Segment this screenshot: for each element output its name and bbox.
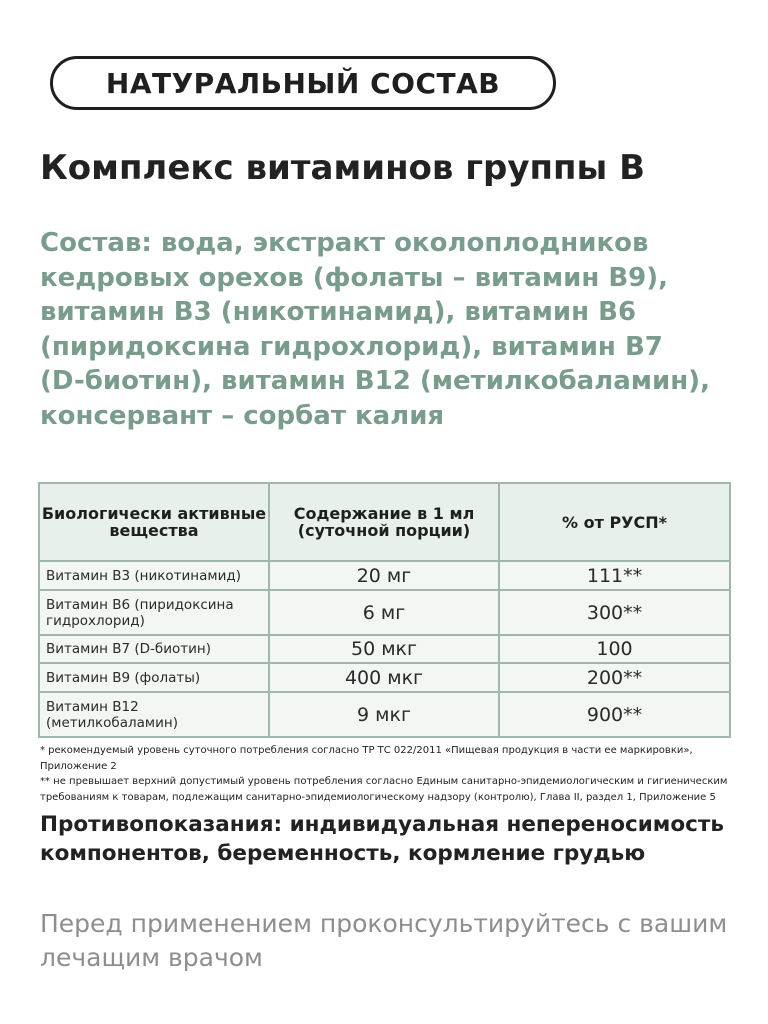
row-amount: 50 мкг <box>269 635 499 663</box>
nutrition-table <box>38 482 731 738</box>
row-name: Витамин В7 (D-биотин) <box>39 635 269 663</box>
composition-line: кедровых орехов (фолаты – витамин В9), <box>40 262 669 293</box>
composition-line: витамин В3 (никотинамид), витамин В6 <box>40 297 637 327</box>
header-amount: Содержание в 1 мл (суточной порции) <box>269 483 499 561</box>
row-percent: 111** <box>499 561 730 590</box>
row-amount: 20 мг <box>269 561 499 590</box>
footnotes <box>40 743 740 805</box>
row-amount: 400 мкг <box>269 663 499 692</box>
table-row <box>39 635 730 663</box>
page-title: Комплекс витаминов группы В <box>40 148 646 188</box>
composition-line: Состав: вода, экстракт околоплодников <box>40 228 649 258</box>
row-name: Витамин В9 (фолаты) <box>39 663 269 692</box>
row-percent: 300** <box>499 590 730 635</box>
footnote-rusp: * рекомендуемый уровень суточного потребления согласно ТР ТС 022/2011 «Пищевая продукция в части ее маркировки», Приложение 2 <box>40 745 693 772</box>
table-row <box>39 561 730 590</box>
row-percent: 100 <box>499 635 730 663</box>
row-percent: 900** <box>499 692 730 737</box>
doctor-advice: Перед применением проконсультируйтесь с вашим лечащим врачом <box>40 909 728 972</box>
header-substances: Биологически активные вещества <box>39 483 269 561</box>
badge-label: НАТУРАЛЬНЫЙ СОСТАВ <box>105 66 501 100</box>
table-header-row <box>39 483 730 561</box>
table-row <box>39 692 730 737</box>
composition-text <box>40 226 740 433</box>
row-percent: 200** <box>499 663 730 692</box>
composition-line: консервант – сорбат калия <box>40 400 445 431</box>
composition-line: (пиридоксина гидрохлорид), витамин В7 <box>40 331 663 362</box>
table-row <box>39 590 730 635</box>
row-amount: 9 мкг <box>269 692 499 737</box>
row-name: Витамин В12 (метилкобаламин) <box>39 692 269 737</box>
composition-line: (D-биотин), витамин В12 (метилкобаламин), <box>40 366 710 396</box>
header-percent: % от РУСП* <box>499 483 730 561</box>
natural-composition-badge <box>50 56 556 110</box>
row-name: Витамин В6 (пиридоксина гидрохлорид) <box>39 590 269 635</box>
row-amount: 6 мг <box>269 590 499 635</box>
contraindications: Противопоказания: индивидуальная непереносимость компонентов, беременность, кормление грудью <box>40 812 724 866</box>
footnote-upper-limit: ** не превышает верхний допустимый уровень потребления согласно Единым санитарно-эпидемиологическим и гигиеническим требованиям к товарам, подлежащим санитарно-эпидемиологическому надзору (контролю), Глава II, раздел 1, Приложение 5 <box>40 776 728 803</box>
row-name: Витамин В3 (никотинамид) <box>39 561 269 590</box>
table-row <box>39 663 730 692</box>
